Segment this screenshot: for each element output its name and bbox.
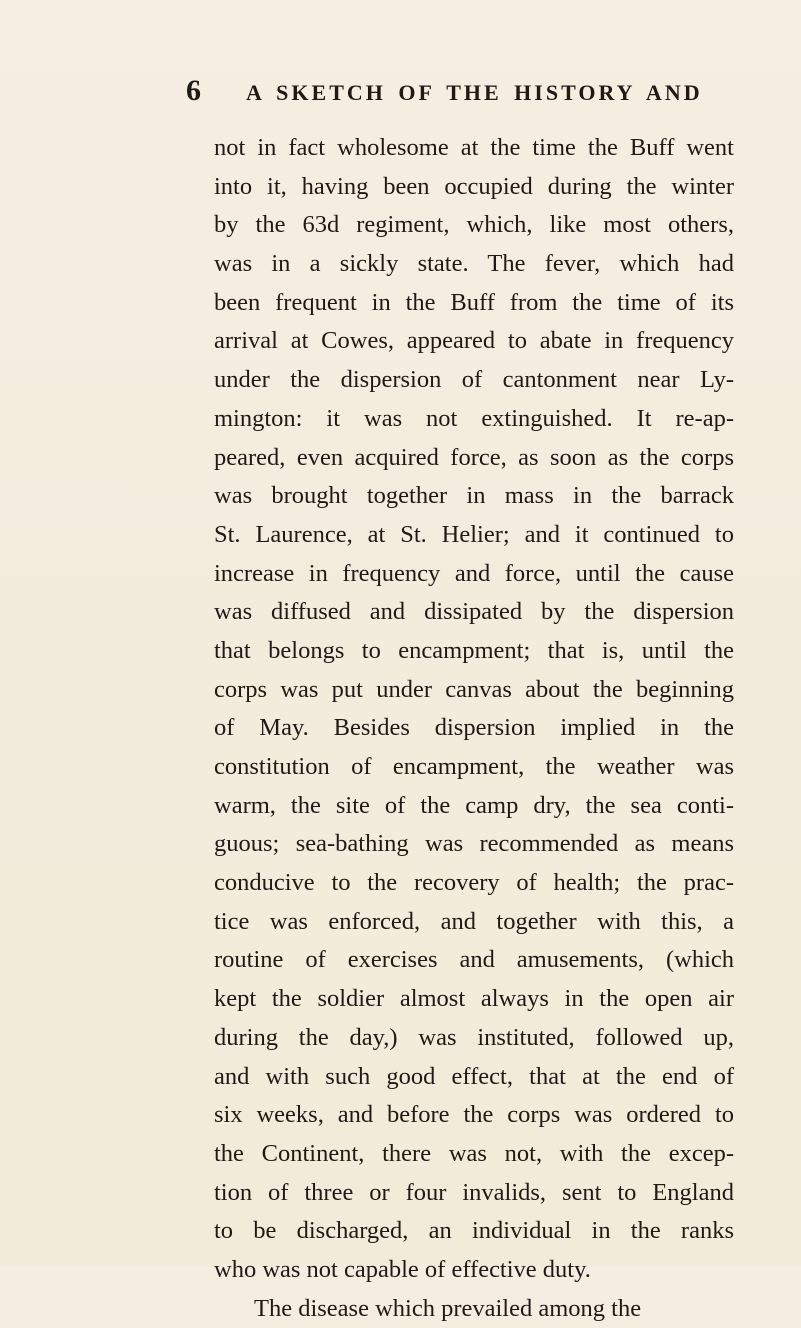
text-line: routine of exercises and amusements, (which xyxy=(214,946,734,974)
text-line: The disease which prevailed among the xyxy=(254,1294,642,1322)
text-line: kept the soldier almost always in the open air xyxy=(214,985,734,1013)
text-line: was diffused and dissipated by the dispersion xyxy=(214,598,734,626)
text-line: constitution of encampment, the weather was xyxy=(214,753,734,780)
text-line: of May. Besides dispersion implied in the xyxy=(214,714,734,742)
text-line: the Continent, there was not, with the excep- xyxy=(214,1139,734,1167)
text-line: that belongs to encampment; that is, until the xyxy=(214,636,734,664)
text-line: mington: it was not extinguished. It re-ap- xyxy=(214,404,734,432)
text-line: arrival at Cowes, appeared to abate in frequency xyxy=(214,327,734,355)
text-line: six weeks, and before the corps was ordered to xyxy=(214,1101,734,1129)
text-line: who was not capable of effective duty. xyxy=(214,1255,591,1283)
text-line: corps was put under canvas about the beginning xyxy=(214,675,734,703)
text-line: and with such good effect, that at the end of xyxy=(214,1062,734,1090)
text-line: by the 63d regiment, which, like most others, xyxy=(214,211,734,239)
text-line: was in a sickly state. The fever, which had xyxy=(214,250,734,278)
text-line: warm, the site of the camp dry, the sea conti- xyxy=(214,791,734,819)
text-line: peared, even acquired force, as soon as the corps xyxy=(214,443,734,471)
text-line: tion of three or four invalids, sent to England xyxy=(214,1178,734,1206)
text-line: to be discharged, an individual in the ranks xyxy=(214,1217,734,1245)
text-line: guous; sea-bathing was recommended as means xyxy=(214,830,734,858)
text-line: under the dispersion of cantonment near Ly- xyxy=(214,366,734,394)
text-line: St. Laurence, at St. Helier; and it continued to xyxy=(214,520,734,548)
text-line: not in fact wholesome at the time the Buff went xyxy=(214,134,734,161)
page-number: 6 xyxy=(186,74,201,107)
text-line: conducive to the recovery of health; the prac- xyxy=(214,869,734,897)
text-line: tice was enforced, and together with this, a xyxy=(214,907,734,935)
text-line: into it, having been occupied during the winter xyxy=(214,172,734,200)
text-line: during the day,) was instituted, followed up, xyxy=(214,1023,734,1051)
text-line: was brought together in mass in the barrack xyxy=(214,482,734,510)
running-title: A SKETCH OF THE HISTORY AND xyxy=(246,80,703,105)
text-line: increase in frequency and force, until the cause xyxy=(214,559,734,587)
page-header xyxy=(186,74,746,114)
body-text xyxy=(214,129,734,1328)
text-line: been frequent in the Buff from the time of its xyxy=(214,288,734,316)
